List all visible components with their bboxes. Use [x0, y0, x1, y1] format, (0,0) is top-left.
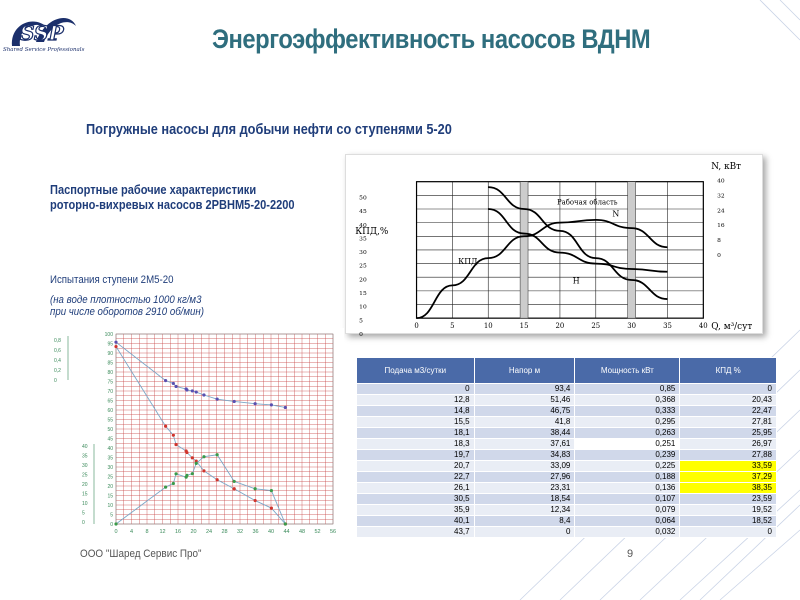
data-point: [185, 474, 188, 477]
data-point: [195, 462, 198, 465]
table-header-cell: Напор м: [474, 358, 575, 384]
y-head-tick-label: 0: [110, 522, 113, 528]
fit-line: [116, 342, 285, 407]
x-tick-label: 12: [159, 529, 166, 535]
test-condition-rpm: при числе оборотов 2910 об/мин): [50, 306, 204, 318]
y-head-tick-label: 40: [107, 446, 113, 452]
test-data-table: [356, 357, 777, 538]
data-point: [254, 499, 257, 502]
data-point: [270, 489, 273, 492]
table-cell: 0,188: [575, 472, 680, 483]
y-head-tick-label: 65: [107, 398, 113, 405]
x-tick-label: 25: [591, 322, 601, 331]
table-cell: 0,251: [575, 439, 680, 450]
x-tick-label: 0: [414, 322, 419, 331]
data-point: [172, 382, 175, 385]
table-row: [357, 505, 777, 516]
table-cell: 18,52: [680, 516, 777, 527]
footer-company: ООО "Шаред Сервис Про": [80, 548, 202, 560]
y-right-tick-label: 32: [717, 192, 725, 200]
y-left-tick-label: 10: [359, 303, 367, 311]
table-cell: 35,9: [357, 505, 475, 516]
data-point: [216, 398, 219, 401]
table-cell: 0,333: [575, 406, 680, 417]
page-title: Энергоэффективность насосов ВДНМ: [212, 24, 651, 54]
page-subtitle: Погружные насосы для добычи нефти со ступенями 5-20: [86, 121, 452, 138]
table-row: [357, 384, 777, 395]
data-point: [254, 402, 257, 405]
table-cell: 27,88: [680, 450, 777, 461]
table-row: [357, 494, 777, 505]
table-cell: 27,96: [474, 472, 575, 483]
y-right-tick-label: 16: [717, 222, 725, 230]
x-tick-label: 32: [236, 529, 244, 535]
y-power-tick-label: 0: [54, 378, 57, 384]
fit-line: [116, 455, 285, 524]
table-cell: 0: [680, 384, 777, 395]
y-kpd-tick-label: 40: [82, 444, 88, 450]
data-point: [174, 472, 177, 475]
y-right-tick-label: 0: [717, 251, 721, 259]
company-logo: [6, 6, 86, 66]
y-head-tick-label: 20: [107, 484, 113, 490]
y-head-tick-label: 5: [110, 512, 113, 519]
table-header-row: [357, 358, 777, 384]
table-cell: 0,225: [575, 461, 680, 472]
passport-chart: [345, 154, 763, 338]
table-cell: 27,81: [680, 417, 777, 428]
x-tick-label: 35: [663, 322, 672, 331]
y-left-tick-label: 0: [359, 330, 363, 338]
y-left-tick-label: 35: [359, 235, 367, 243]
table-cell: 0: [680, 527, 777, 538]
table-cell: 23,59: [680, 494, 777, 505]
data-point: [185, 451, 188, 454]
data-point: [284, 522, 287, 525]
y-left-tick-label: 15: [359, 290, 367, 298]
y-head-tick-label: 10: [107, 503, 113, 509]
y-right-tick-label: 24: [717, 207, 725, 215]
x-tick-label: 44: [283, 529, 290, 535]
x-tick-label: 24: [205, 529, 213, 535]
x-tick-label: 52: [314, 529, 321, 535]
y-head-tick-label: 45: [107, 436, 113, 443]
data-point: [270, 403, 273, 406]
x-tick-label: 30: [627, 322, 637, 331]
y-right-tick-label: 8: [717, 237, 721, 245]
y-kpd-tick-label: 15: [82, 491, 88, 498]
table-cell: 0,295: [575, 417, 680, 428]
data-point: [202, 469, 205, 472]
table-cell: 33,09: [474, 461, 575, 472]
series-label: КПД: [458, 256, 478, 266]
data-point: [195, 390, 198, 393]
y-power-tick-label: 0,8: [54, 338, 61, 344]
table-row: [357, 417, 777, 428]
table-cell: 0,064: [575, 516, 680, 527]
y-power-tick-label: 0,4: [54, 358, 61, 364]
y-power-tick-label: 0,2: [54, 368, 61, 374]
x-tick-label: 0: [114, 529, 118, 535]
data-point: [114, 341, 117, 344]
data-point: [233, 480, 236, 483]
y-head-tick-label: 80: [107, 370, 113, 376]
x-axis-label: Q, м³/сут: [711, 322, 753, 333]
data-point: [114, 522, 117, 525]
x-tick-label: 20: [555, 322, 565, 331]
y-left-tick-label: 40: [359, 221, 367, 229]
table-header-cell: Подача м3/сутки: [357, 358, 475, 384]
y-kpd-tick-label: 5: [82, 510, 85, 517]
data-point: [191, 456, 194, 459]
test-condition-density: (на воде плотностью 1000 кг/м3: [50, 294, 202, 306]
test-conditions: [50, 294, 204, 318]
data-point: [172, 482, 175, 485]
table-cell: 37,29: [680, 472, 777, 483]
table-row: [357, 406, 777, 417]
y-left-tick-label: 5: [359, 317, 363, 325]
page-number: 9: [627, 548, 634, 560]
table-cell: 0,85: [575, 384, 680, 395]
x-tick-label: 10: [483, 322, 493, 331]
y-kpd-tick-label: 35: [82, 453, 88, 460]
y-head-tick-label: 75: [107, 379, 113, 386]
y-head-tick-label: 50: [107, 427, 113, 433]
y-head-tick-label: 60: [107, 408, 113, 414]
y-head-tick-label: 25: [107, 474, 113, 481]
table-cell: 14,8: [357, 406, 475, 417]
logo-tagline: Shared Service Professionals: [3, 47, 85, 53]
data-point: [114, 345, 117, 348]
table-row: [357, 461, 777, 472]
table-cell: 20,43: [680, 395, 777, 406]
table-cell: 0: [357, 384, 475, 395]
series-label: N: [612, 209, 620, 219]
table-cell: 18,54: [474, 494, 575, 505]
table-cell: 0,136: [575, 483, 680, 494]
y-head-tick-label: 30: [107, 465, 113, 471]
svg-text:SSP: SSP: [20, 21, 64, 45]
y-right-tick-label: 40: [717, 177, 725, 185]
table-cell: 93,4: [474, 384, 575, 395]
y-head-tick-label: 55: [107, 417, 113, 424]
table-cell: 51,46: [474, 395, 575, 406]
data-point: [216, 453, 219, 456]
table-cell: 41,8: [474, 417, 575, 428]
passport-description-line1: Паспортные рабочие характеристики: [50, 182, 257, 197]
y-head-tick-label: 95: [107, 341, 113, 348]
data-point: [270, 506, 273, 509]
data-point: [191, 472, 194, 475]
x-tick-label: 40: [698, 322, 708, 331]
y-head-tick-label: 70: [107, 389, 113, 395]
table-cell: 19,52: [680, 505, 777, 516]
data-point: [233, 487, 236, 490]
table-cell: 12,34: [474, 505, 575, 516]
table-cell: 33,59: [680, 461, 777, 472]
table-cell: 0,032: [575, 527, 680, 538]
data-point: [164, 379, 167, 382]
passport-description: [50, 182, 295, 212]
table-cell: 26,1: [357, 483, 475, 494]
table-row: [357, 483, 777, 494]
table-cell: 22,47: [680, 406, 777, 417]
table-cell: 12,8: [357, 395, 475, 406]
x-tick-label: 20: [190, 529, 197, 535]
table-cell: 18,1: [357, 428, 475, 439]
y-head-tick-label: 35: [107, 455, 113, 462]
y-kpd-tick-label: 30: [82, 463, 88, 469]
x-tick-label: 4: [129, 529, 134, 535]
data-point: [233, 400, 236, 403]
x-tick-label: 8: [145, 529, 149, 535]
table-row: [357, 428, 777, 439]
data-point: [174, 385, 177, 388]
y-left-tick-label: 30: [359, 249, 367, 257]
data-point: [191, 389, 194, 392]
table-cell: 0,079: [575, 505, 680, 516]
table-cell: 8,4: [474, 516, 575, 527]
table-cell: 38,35: [680, 483, 777, 494]
y-head-tick-label: 90: [107, 351, 113, 357]
data-point: [164, 486, 167, 489]
table-cell: 22,7: [357, 472, 475, 483]
table-header-cell: КПД %: [680, 358, 777, 384]
working-range-bar: [628, 182, 636, 318]
table-cell: 30,5: [357, 494, 475, 505]
table-row: [357, 527, 777, 538]
table-cell: 0: [474, 527, 575, 538]
y-kpd-tick-label: 0: [82, 520, 85, 526]
table-cell: 38,44: [474, 428, 575, 439]
data-point: [216, 478, 219, 481]
data-point: [202, 393, 205, 396]
data-point: [202, 455, 205, 458]
x-tick-label: 36: [252, 529, 259, 535]
y-power-tick-label: 0,6: [54, 348, 61, 354]
y-right-axis-label: N, кВт: [711, 161, 742, 172]
data-point: [174, 443, 177, 446]
test-chart: [48, 328, 344, 540]
table-cell: 26,97: [680, 439, 777, 450]
x-tick-label: 5: [450, 322, 455, 331]
data-point: [185, 388, 188, 391]
table-cell: 46,75: [474, 406, 575, 417]
x-tick-label: 28: [221, 529, 228, 535]
table-row: [357, 439, 777, 450]
table-cell: 43,7: [357, 527, 475, 538]
x-tick-label: 48: [298, 529, 306, 535]
table-cell: 0,368: [575, 395, 680, 406]
table-cell: 23,31: [474, 483, 575, 494]
table-cell: 0,107: [575, 494, 680, 505]
passport-description-line2: роторно-вихревых насосов 2РВНМ5-20-2200: [50, 197, 295, 212]
y-left-tick-label: 45: [359, 208, 367, 216]
table-cell: 15,5: [357, 417, 475, 428]
series-line: [488, 209, 667, 272]
y-kpd-tick-label: 10: [82, 501, 88, 507]
data-point: [254, 487, 257, 490]
y-head-tick-label: 15: [107, 493, 113, 500]
table-row: [357, 472, 777, 483]
working-area-annotation: Рабочая область: [556, 198, 618, 207]
table-cell: 25,95: [680, 428, 777, 439]
table-row: [357, 395, 777, 406]
x-tick-label: 16: [174, 529, 182, 535]
table-row: [357, 516, 777, 527]
y-left-tick-label: 50: [359, 194, 367, 202]
table-cell: 19,7: [357, 450, 475, 461]
data-point: [284, 406, 287, 409]
working-range-bar: [520, 182, 528, 318]
y-kpd-tick-label: 20: [82, 482, 88, 488]
table-row: [357, 450, 777, 461]
x-tick-label: 15: [519, 322, 529, 331]
table-cell: 0,263: [575, 428, 680, 439]
x-tick-label: 40: [267, 529, 275, 535]
y-left-axis-label: КПД,%: [355, 227, 389, 238]
table-cell: 18,3: [357, 439, 475, 450]
series-label: Н: [572, 276, 580, 286]
test-grid: [116, 334, 333, 524]
data-point: [164, 425, 167, 428]
y-kpd-tick-label: 25: [82, 472, 88, 479]
y-left-tick-label: 25: [359, 262, 367, 270]
y-left-tick-label: 20: [359, 276, 367, 284]
y-head-tick-label: 85: [107, 360, 113, 367]
test-title: Испытания ступени 2М5-20: [50, 274, 174, 286]
table-cell: 40,1: [357, 516, 475, 527]
table-cell: 0,239: [575, 450, 680, 461]
x-tick-label: 56: [329, 529, 337, 535]
fit-line: [116, 347, 285, 524]
data-point: [172, 434, 175, 437]
y-head-tick-label: 100: [104, 332, 113, 338]
table-cell: 34,83: [474, 450, 575, 461]
table-cell: 20,7: [357, 461, 475, 472]
table-cell: 37,61: [474, 439, 575, 450]
table-header-cell: Мощность кВт: [575, 358, 680, 384]
